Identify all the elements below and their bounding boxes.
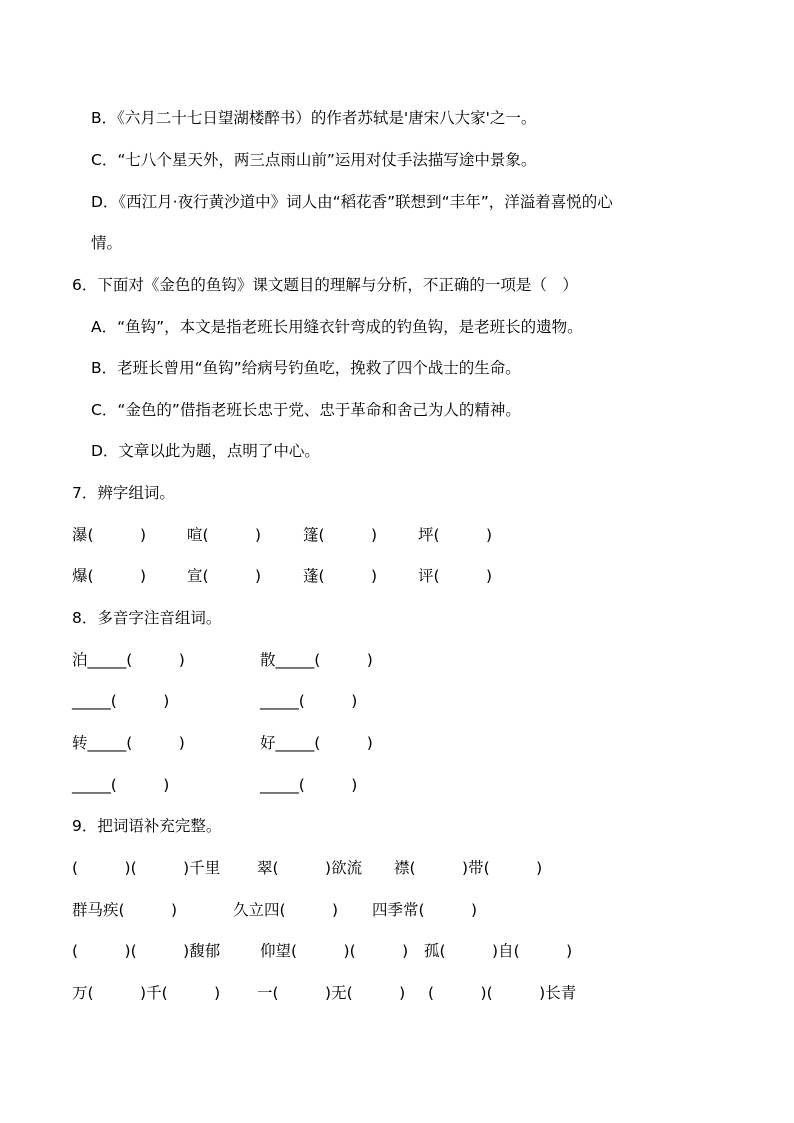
q6-stem: 6．下面对《金色的鱼钩》课文题目的理解与分析，不正确的一项是（ ） — [72, 276, 578, 294]
q7-r1-c1: 瀑( ) — [72, 526, 147, 544]
q5-option-b: B．《六月二十七日望湖楼醉书）的作者苏轼是'唐宋八大家'之一。 — [91, 109, 537, 127]
q9-r1-c3: 襟( )带( ) — [394, 859, 543, 877]
q9-r1-c1: ( )( )千里 — [72, 859, 221, 877]
q7-r1-c3: 篷( ) — [303, 526, 378, 544]
q5-option-c: C．“七八个星天外，两三点雨山前”运用对仗手法描写途中景象。 — [91, 151, 537, 169]
q9-r4-c3: ( )( )长青 — [428, 984, 577, 1002]
q7-r2-c1: 爆( ) — [72, 567, 147, 585]
q7-r1-c2: 喧( ) — [187, 526, 262, 544]
q8-r1-c2: 散_____( ) — [260, 651, 373, 669]
q8-stem: 8．多音字注音组词。 — [72, 609, 222, 627]
q9-r2-c1: 群马疾( ) — [72, 901, 178, 919]
q5-option-d: D．《西江月·夜行黄沙道中》词人由“稻花香”联想到“丰年”，洋溢着喜悦的心 — [91, 193, 613, 211]
q9-r4-c2: 一( )无( ) — [257, 984, 406, 1002]
q8-r4-c1: _____( ) — [72, 776, 170, 794]
q9-r2-c2: 久立四( ) — [233, 901, 339, 919]
q6-option-c: C．“金色的”借指老班长忠于党、忠于革命和舍己为人的精神。 — [91, 401, 521, 419]
q6-option-d: D．文章以此为题，点明了中心。 — [91, 442, 320, 460]
q6-option-b: B．老班长曾用“鱼钩”给病号钓鱼吃，挽救了四个战士的生命。 — [91, 359, 521, 377]
q7-r1-c4: 坪( ) — [418, 526, 493, 544]
q8-r3-c1: 转_____( ) — [72, 734, 185, 752]
q9-r3-c1: ( )( )馥郁 — [72, 942, 221, 960]
q9-r1-c2: 翠( )欲流 — [257, 859, 363, 877]
q9-stem: 9．把词语补充完整。 — [72, 817, 222, 835]
q8-r2-c1: _____( ) — [72, 692, 170, 710]
q7-r2-c3: 蓬( ) — [303, 567, 378, 585]
q8-r2-c2: _____( ) — [260, 692, 358, 710]
q9-r3-c3: 孤( )自( ) — [424, 942, 573, 960]
q5-option-d-continued: 情。 — [91, 234, 123, 252]
q6-option-a: A．“鱼钩”，本文是指老班长用缝衣针弯成的钓鱼钩，是老班长的遗物。 — [91, 318, 583, 336]
q7-stem: 7．辨字组词。 — [72, 484, 175, 502]
q9-r3-c2: 仰望( )( ) — [260, 942, 409, 960]
q8-r3-c2: 好_____( ) — [260, 734, 373, 752]
q7-r2-c4: 评( ) — [418, 567, 493, 585]
q9-r4-c1: 万( )千( ) — [72, 984, 221, 1002]
q9-r2-c3: 四季常( ) — [372, 901, 478, 919]
q8-r4-c2: _____( ) — [260, 776, 358, 794]
q7-r2-c2: 宣( ) — [187, 567, 262, 585]
q8-r1-c1: 泊_____( ) — [72, 651, 185, 669]
